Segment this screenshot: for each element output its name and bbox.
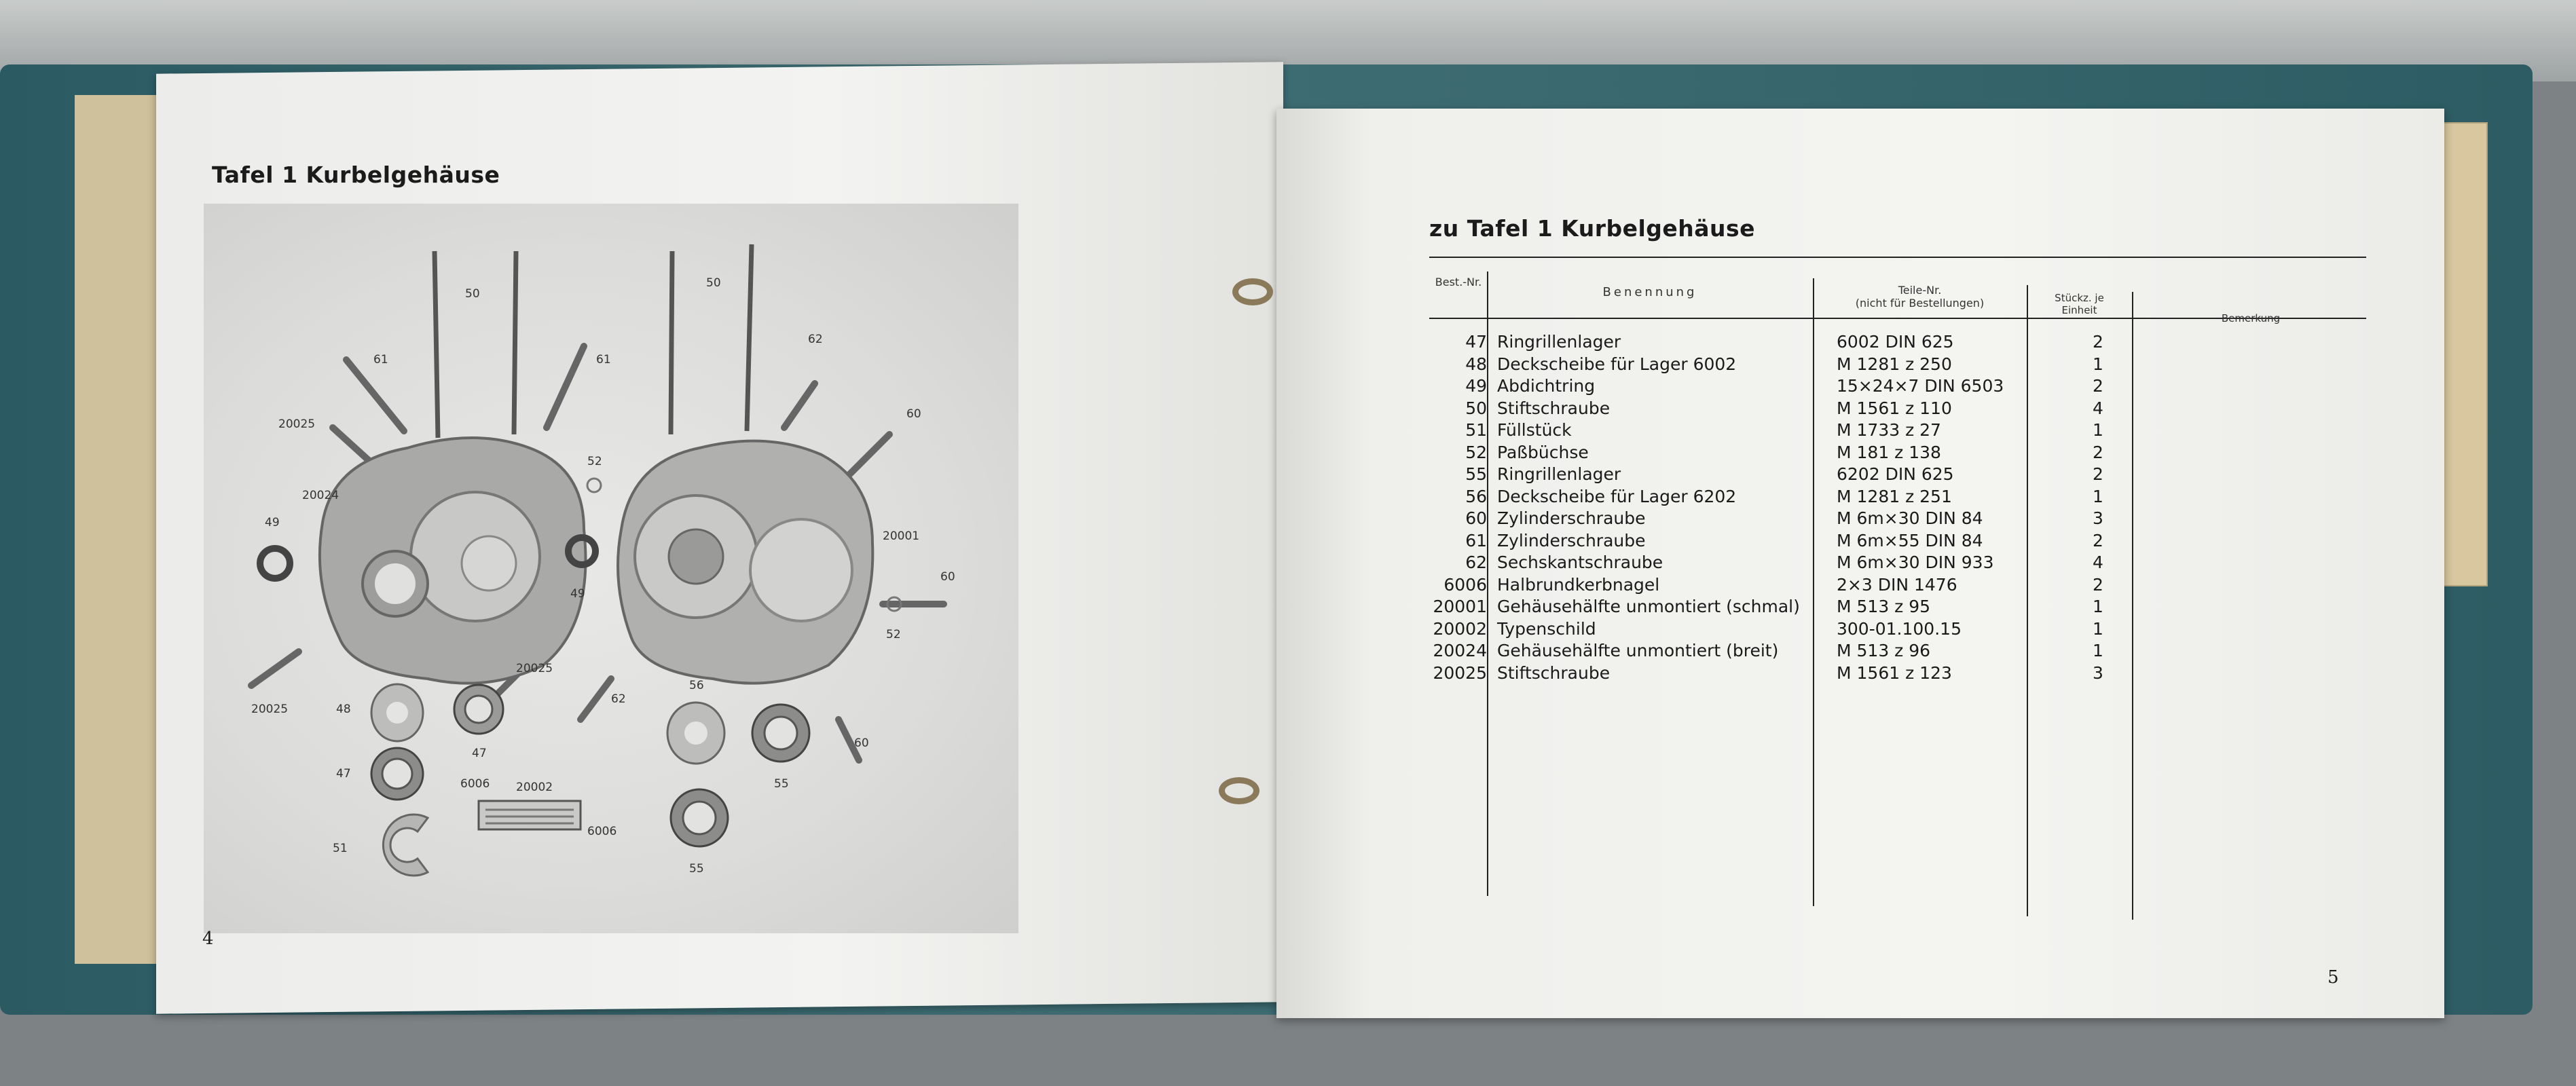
table-cell: 49 bbox=[1465, 376, 1487, 396]
table-cell: 47 bbox=[1465, 332, 1487, 352]
table-cell: 6006 bbox=[1443, 574, 1487, 595]
table-cell: 51 bbox=[1465, 420, 1487, 440]
table-cell: Zylinderschraube bbox=[1497, 508, 1646, 528]
table-cell: Füllstück bbox=[1497, 420, 1572, 440]
callout: 20025 bbox=[251, 703, 289, 716]
callout: 47 bbox=[336, 767, 351, 781]
callout: 61 bbox=[596, 353, 611, 367]
table-cell: Stiftschraube bbox=[1497, 398, 1611, 418]
column-divider bbox=[2027, 285, 2028, 916]
column-best-nr bbox=[1402, 331, 1487, 684]
callout: 51 bbox=[333, 842, 348, 855]
callout: 20002 bbox=[516, 781, 553, 794]
stud-bolts bbox=[435, 244, 752, 438]
callout: 52 bbox=[886, 628, 901, 641]
header-qty-1: Stückz. je bbox=[2055, 292, 2104, 304]
table-cell: 62 bbox=[1465, 553, 1487, 572]
table-cell: 6202 DIN 625 bbox=[1837, 464, 1954, 484]
table-cell: Gehäusehälfte unmontiert (breit) bbox=[1497, 641, 1779, 660]
table-cell: M 1733 z 27 bbox=[1837, 420, 1941, 440]
table-cell: 2×3 DIN 1476 bbox=[1837, 574, 1957, 595]
column-divider bbox=[1813, 278, 1814, 906]
callout: 50 bbox=[706, 276, 721, 290]
callout: 62 bbox=[808, 333, 823, 346]
table-cell: 55 bbox=[1465, 464, 1487, 484]
table-cell: 6002 DIN 625 bbox=[1837, 332, 1954, 352]
header-teil-2: (nicht für Bestellungen) bbox=[1855, 297, 1985, 310]
table-cell: Sechskantschraube bbox=[1497, 553, 1663, 572]
table-cell: 4 bbox=[2093, 398, 2103, 418]
table-cell: 20024 bbox=[1433, 641, 1487, 660]
callout: 60 bbox=[906, 407, 921, 421]
table-top-rule bbox=[1429, 257, 2366, 258]
table-cell: 2 bbox=[2093, 530, 2103, 550]
table-cell: 56 bbox=[1465, 486, 1487, 506]
table-cell: M 513 z 96 bbox=[1837, 641, 1931, 660]
table-cell: 2 bbox=[2093, 376, 2103, 396]
header-nr: Best.-Nr. bbox=[1435, 276, 1482, 288]
table-cell: 4 bbox=[2093, 553, 2103, 572]
table-cell: Paßbüchse bbox=[1497, 442, 1589, 462]
table-cell: 2 bbox=[2093, 332, 2103, 352]
table-cell: 300-01.100.15 bbox=[1837, 618, 1962, 639]
table-cell: M 513 z 95 bbox=[1837, 597, 1931, 616]
table-cell: 2 bbox=[2093, 574, 2103, 595]
table-cell: Gehäusehälfte unmontiert (schmal) bbox=[1497, 597, 1800, 616]
callout: 52 bbox=[587, 455, 602, 468]
callout: 61 bbox=[373, 353, 388, 367]
callout: 49 bbox=[570, 587, 585, 601]
callout: 6006 bbox=[460, 777, 490, 791]
table-cell: M 6m×30 DIN 933 bbox=[1837, 553, 1994, 572]
binder-ring-top bbox=[1232, 278, 1273, 305]
callout: 60 bbox=[940, 570, 955, 584]
table-cell: Deckscheibe für Lager 6002 bbox=[1497, 354, 1737, 374]
table-cell: Abdichtring bbox=[1497, 376, 1596, 396]
table-cell: 20025 bbox=[1433, 662, 1487, 683]
callout: 60 bbox=[854, 736, 869, 750]
callout: 47 bbox=[472, 747, 487, 760]
table-cell: 1 bbox=[2093, 420, 2103, 440]
table-cell: 61 bbox=[1465, 530, 1487, 550]
column-teile-nr bbox=[1837, 331, 2004, 684]
table-cell: Stiftschraube bbox=[1497, 662, 1611, 683]
table-cell: M 1561 z 123 bbox=[1837, 662, 1952, 683]
left-page-number: 4 bbox=[202, 929, 214, 949]
crankcase-half-right bbox=[618, 441, 872, 684]
table-cell: 3 bbox=[2093, 662, 2103, 683]
column-divider bbox=[2132, 292, 2133, 920]
header-note: Bemerkung bbox=[2221, 312, 2281, 324]
table-cell: M 6m×30 DIN 84 bbox=[1837, 508, 1983, 528]
table-cell: 2 bbox=[2093, 442, 2103, 462]
table-cell: Ringrillenlager bbox=[1497, 464, 1621, 484]
right-page-title: zu Tafel 1 Kurbelgehäuse bbox=[1429, 215, 1756, 242]
table-cell: 1 bbox=[2093, 597, 2103, 616]
table-cell: Typenschild bbox=[1497, 618, 1596, 639]
table-cell: Zylinderschraube bbox=[1497, 530, 1646, 550]
table-cell: M 181 z 138 bbox=[1837, 442, 1941, 462]
parts-illustration bbox=[204, 204, 1018, 933]
callout: 20025 bbox=[278, 417, 316, 431]
type-plate-20002 bbox=[479, 801, 581, 829]
callout: 6006 bbox=[587, 825, 617, 838]
table-cell: 2 bbox=[2093, 464, 2103, 484]
callout: 20025 bbox=[516, 662, 553, 675]
callout: 56 bbox=[689, 679, 704, 692]
table-cell: 3 bbox=[2093, 508, 2103, 528]
right-page-number: 5 bbox=[2327, 967, 2339, 988]
table-cell: Halbrundkerbnagel bbox=[1497, 574, 1660, 595]
header-teil-1: Teile-Nr. bbox=[1898, 284, 1942, 297]
header-name: Benennung bbox=[1602, 285, 1697, 299]
left-page-title: Tafel 1 Kurbelgehäuse bbox=[212, 162, 500, 188]
callout: 55 bbox=[689, 862, 704, 876]
table-cell: 20002 bbox=[1433, 618, 1487, 639]
header-qty-2: Einheit bbox=[2061, 304, 2097, 316]
column-benennung bbox=[1497, 331, 1800, 684]
table-cell: 60 bbox=[1465, 508, 1487, 528]
table-cell: 20001 bbox=[1433, 597, 1487, 616]
table-cell: 50 bbox=[1465, 398, 1487, 418]
table-cell: 1 bbox=[2093, 618, 2103, 639]
table-cell: 52 bbox=[1465, 442, 1487, 462]
callout: 55 bbox=[774, 777, 789, 791]
column-divider bbox=[1487, 272, 1488, 896]
callout: 48 bbox=[336, 703, 351, 716]
table-cell: M 1281 z 251 bbox=[1837, 486, 1952, 506]
table-cell: 48 bbox=[1465, 354, 1487, 374]
binder-ring-bottom bbox=[1219, 777, 1259, 804]
table-cell: Deckscheibe für Lager 6202 bbox=[1497, 486, 1737, 506]
callout: 20024 bbox=[302, 489, 339, 502]
callout: 49 bbox=[265, 516, 280, 529]
table-cell: 1 bbox=[2093, 354, 2103, 374]
table-cell: 1 bbox=[2093, 641, 2103, 660]
bearings-and-washers bbox=[371, 684, 809, 876]
exploded-parts-photo bbox=[204, 204, 1018, 933]
table-cell: M 1281 z 250 bbox=[1837, 354, 1952, 374]
callout: 62 bbox=[611, 692, 626, 706]
column-stueckzahl bbox=[2071, 331, 2125, 684]
callout: 20001 bbox=[883, 529, 920, 543]
crankcase-half-left bbox=[320, 438, 586, 684]
table-cell: 1 bbox=[2093, 486, 2103, 506]
table-cell: M 1561 z 110 bbox=[1837, 398, 1952, 418]
callout: 50 bbox=[465, 287, 480, 301]
table-cell: 15×24×7 DIN 6503 bbox=[1837, 376, 2004, 396]
table-cell: Ringrillenlager bbox=[1497, 332, 1621, 352]
table-cell: M 6m×55 DIN 84 bbox=[1837, 530, 1983, 550]
